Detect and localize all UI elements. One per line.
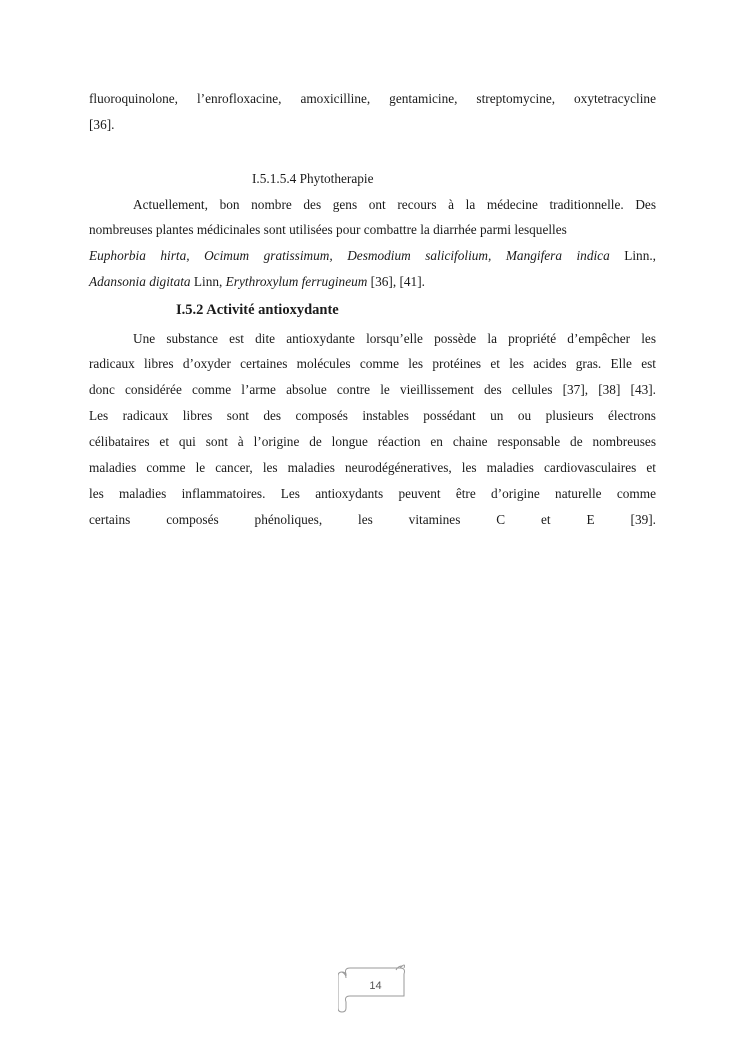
- antioxidant-line-3: donc considérée comme l’arme absolue contre le vieillissement des cellules [37], [38] [43].: [89, 382, 656, 397]
- antioxidant-line-2: radicaux libres d’oxyder certaines molécules comme les protéines et les acides gras. Elle est: [89, 356, 656, 371]
- phyto-paragraph-line-1: Actuellement, bon nombre des gens ont recours à la médecine traditionnelle. Des: [133, 197, 656, 212]
- page-number-badge: [338, 962, 410, 1014]
- phyto-paragraph-line-4: [89, 273, 656, 290]
- antioxidant-line-7: les maladies inflammatoires. Les antioxydants peuvent être d’origine naturelle comme: [89, 486, 656, 501]
- phyto-line-3-rest: Linn.,: [609, 248, 656, 263]
- species-list-italic: Euphorbia hirta, Ocimum gratissimum, Desmodium salicifolium, Mangifera indica: [89, 248, 610, 263]
- antioxidant-line-8: certains composés phénoliques, les vitamines C et E [39].: [89, 512, 656, 527]
- section-heading-antioxidant: I.5.2 Activité antioxydante: [176, 302, 339, 318]
- antioxidant-line-1: Une substance est dite antioxydante lorsqu’elle possède la propriété d’empêcher les: [133, 331, 656, 346]
- phyto-paragraph-line-3: [89, 247, 656, 264]
- continuation-line-1: fluoroquinolone, l’enrofloxacine, amoxicilline, gentamicine, streptomycine, oxytetracycline: [89, 91, 656, 106]
- antioxidant-line-5: célibataires et qui sont à l’origine de longue réaction en chaine responsable de nombreuses: [89, 434, 656, 449]
- species-adansonia: Adansonia digitata: [89, 274, 191, 289]
- phyto-paragraph-line-2: nombreuses plantes médicinales sont utilisées pour combattre la diarrhée parmi lesquelles: [89, 222, 567, 237]
- continuation-line-2: [36].: [89, 117, 115, 132]
- phyto-line-4-rest: [36], [41].: [367, 274, 425, 289]
- phyto-line-4-mid: Linn,: [190, 274, 226, 289]
- species-erythroxylum: Erythroxylum ferrugineum: [225, 274, 368, 289]
- section-subheading-phytotherapie: I.5.1.5.4 Phytotherapie: [252, 171, 374, 186]
- antioxidant-line-4: Les radicaux libres sont des composés instables possédant un ou plusieurs électrons: [89, 408, 656, 423]
- antioxidant-line-6: maladies comme le cancer, les maladies neurodégéneratives, les maladies cardiovasculaires et: [89, 460, 656, 475]
- page-number: 14: [369, 980, 382, 992]
